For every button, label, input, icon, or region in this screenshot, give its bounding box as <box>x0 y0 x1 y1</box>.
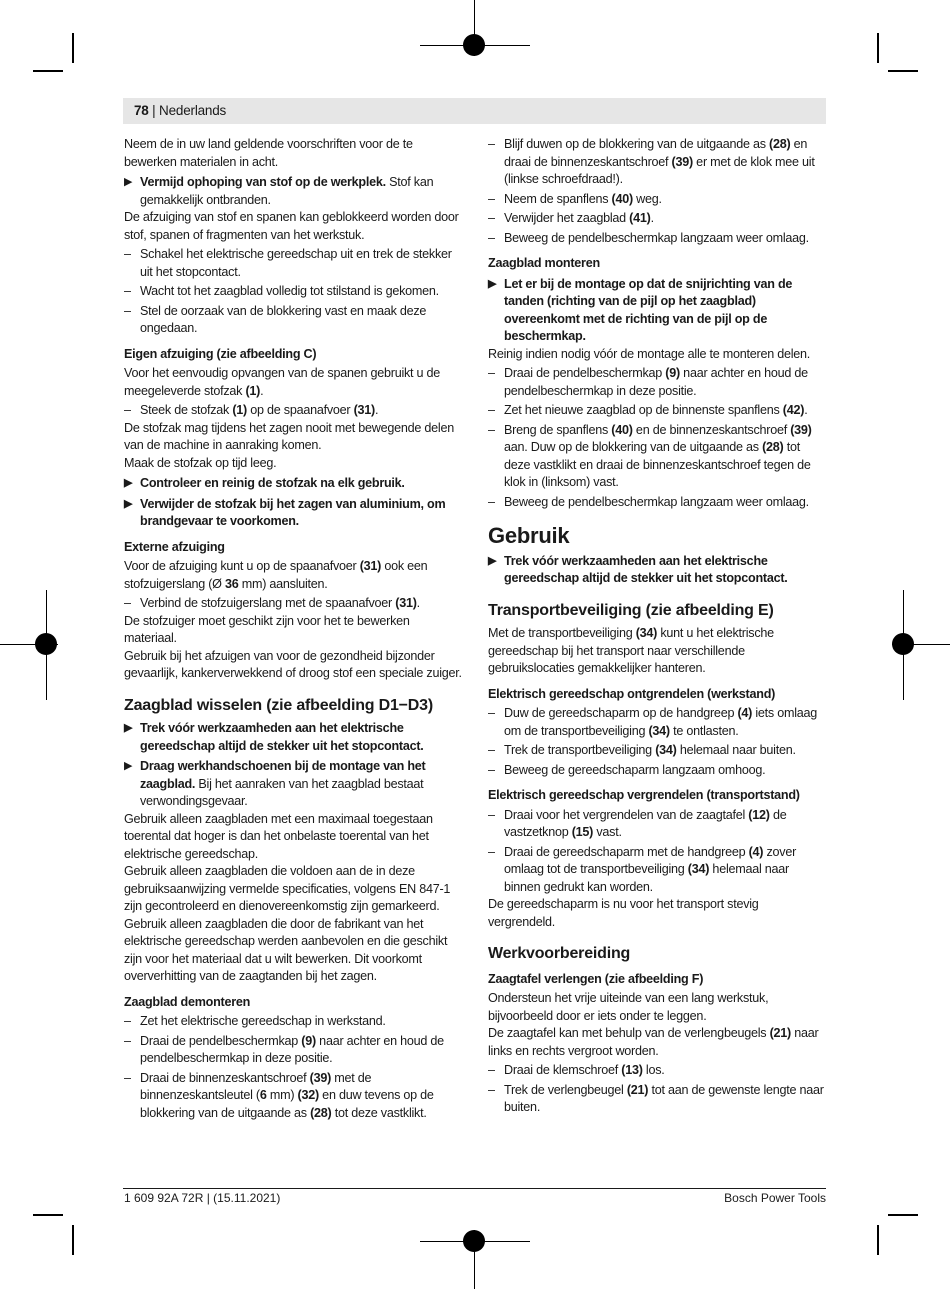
dash-item: – Wacht tot het zaagblad volledig tot stilstand is gekomen. <box>124 283 464 301</box>
warning-item: ▶ Controleer en reinig de stofzak na elk gebruik. <box>124 475 464 493</box>
registration-mark-bottom <box>463 1230 485 1252</box>
crop-mark <box>877 1225 879 1255</box>
paragraph: Voor het eenvoudig opvangen van de spanen gebruikt u de meegeleverde stofzak (1). <box>124 366 441 398</box>
arrow-icon: ▶ <box>488 277 497 290</box>
section-heading: Werkvoorbereiding <box>488 945 631 962</box>
warning-item: ▶ Verwijder de stofzak bij het zagen van aluminium, om brandgevaar te voorkomen. <box>124 496 446 528</box>
dash-item: – Zet het elektrische gereedschap in werkstand. <box>124 1013 464 1031</box>
crop-mark <box>33 1214 63 1216</box>
arrow-icon: ▶ <box>124 477 133 489</box>
section-heading: Transportbeveiliging (zie afbeelding E) <box>488 601 774 619</box>
registration-mark-top <box>463 34 485 56</box>
dash-item: – Beweeg de pendelbeschermkap langzaam weer omlaag. <box>488 230 828 248</box>
footer-doc-ref: 1 609 92A 72R | (15.11.2021) <box>124 1191 281 1205</box>
dash-item: – Verwijder het zaagblad (41). <box>488 210 828 228</box>
crop-mark <box>33 70 63 72</box>
paragraph: Maak de stofzak op tijd leeg. <box>124 455 277 470</box>
crop-mark <box>72 33 74 63</box>
section-heading: Zaagblad wisselen (zie afbeelding D1−D3) <box>124 696 433 714</box>
dash-item: – Beweeg de gereedschaparm langzaam omhoog. <box>488 762 828 780</box>
dash-item: – Blijf duwen op de blokkering van de uitgaande as (28) en draai de binnenzeskantschroef (39) er met de klok mee uit (linkse schroefdraad!). <box>488 136 828 189</box>
dash-item: – Draai de klemschroef (13) los. <box>488 1062 828 1080</box>
page-language: Nederlands <box>159 103 227 118</box>
section-heading: Elektrisch gereedschap vergrendelen (transportstand) <box>488 788 800 802</box>
section-heading: Zaagblad monteren <box>488 256 600 270</box>
paragraph: Neem de in uw land geldende voorschriften voor de te bewerken materialen in acht. <box>124 137 413 169</box>
dash-item: – Steek de stofzak (1) op de spaanafvoer (31). <box>124 402 464 420</box>
dash-item: – Stel de oorzaak van de blokkering vast en maak deze ongedaan. <box>124 303 464 338</box>
section-heading: Eigen afzuiging (zie afbeelding C) <box>124 346 317 361</box>
page-header <box>123 98 826 124</box>
registration-mark-right <box>892 633 914 655</box>
crop-mark <box>72 1225 74 1255</box>
warning-item: ▶ Let er bij de montage op dat de snijrichting van de tanden (richting van de pijl op het zaagblad) overeenkomt met de richting van de pijl op de beschermkap. <box>488 276 793 343</box>
section-heading: Externe afzuiging <box>124 539 225 554</box>
chapter-heading: Gebruik <box>488 523 570 548</box>
paragraph: De stofzak mag tijdens het zagen nooit met bewegende delen van de machine in aanraking komen. <box>124 420 454 452</box>
paragraph: Gebruik alleen zaagbladen die door de fabrikant van het elektrische gereedschap werden aanbevolen en die geschikt zijn voor het materiaal dat u wilt bewerken. Dit voorkomt oververhitting van de zaagtanden bij het zagen. <box>124 916 448 983</box>
dash-item: – Neem de spanflens (40) weg. <box>488 191 828 209</box>
paragraph: De gereedschaparm is nu voor het transport stevig vergrendeld. <box>488 897 759 929</box>
paragraph: Ondersteun het vrije uiteinde van een lang werkstuk, bijvoorbeeld door er iets onder te leggen. <box>488 991 769 1023</box>
warning-item: ▶ Vermijd ophoping van stof op de werkplek. Stof kan gemakkelijk ontbranden. <box>124 175 434 207</box>
section-heading: Zaagblad demonteren <box>124 994 251 1009</box>
crop-mark <box>877 33 879 63</box>
dash-item: – Breng de spanflens (40) en de binnenzeskantschroef (39) aan. Duw op de blokkering van de uitgaande as (28) tot deze vastklikt en draai de binnenzeskantschroef tegen de klok in (linksom) vast. <box>488 422 828 492</box>
arrow-icon: ▶ <box>124 722 133 734</box>
arrow-icon: ▶ <box>124 760 133 772</box>
dash-item: – Draai de gereedschaparm met de handgreep (4) zover omlaag tot de transportbeveiliging (34) helemaal naar binnen gedrukt kan worden. <box>488 844 828 897</box>
dash-item: – Draai voor het vergrendelen van de zaagtafel (12) de vastzetknop (15) vast. <box>488 807 828 842</box>
registration-mark-left <box>35 633 57 655</box>
warning-item: ▶ Trek vóór werkzaamheden aan het elektrische gereedschap altijd de stekker uit het stopcontact. <box>124 721 424 753</box>
paragraph: Reinig indien nodig vóór de montage alle te monteren delen. <box>488 346 811 361</box>
paragraph: Voor de afzuiging kunt u op de spaanafvoer (31) ook een stofzuigerslang (Ø 36 mm) aansluiten. <box>124 559 428 591</box>
dash-item: – Draai de pendelbeschermkap (9) naar achter en houd de pendelbeschermkap in deze positie. <box>124 1033 464 1068</box>
dash-item: – Beweeg de pendelbeschermkap langzaam weer omlaag. <box>488 494 828 512</box>
paragraph: Gebruik bij het afzuigen van voor de gezondheid bijzonder gevaarlijk, kankerverwekkend of droog stof een speciale zuiger. <box>124 648 462 680</box>
dash-item: – Verbind de stofzuigerslang met de spaanafvoer (31). <box>124 595 464 613</box>
page-header-text: 78 | Nederlands <box>134 103 227 118</box>
right-column <box>488 136 828 1117</box>
paragraph: Met de transportbeveiliging (34) kunt u het elektrische gereedschap bij het transport naar verschillende gebruikslocaties gemakkelijker hanteren. <box>488 626 774 675</box>
footer-brand: Bosch Power Tools <box>724 1191 826 1205</box>
dash-item: – Trek de verlengbeugel (21) tot aan de gewenste lengte naar buiten. <box>488 1082 828 1117</box>
footer-rule <box>123 1188 826 1189</box>
arrow-icon: ▶ <box>124 497 133 510</box>
paragraph: De stofzuiger moet geschikt zijn voor het te bewerken materiaal. <box>124 613 410 645</box>
paragraph: Gebruik alleen zaagbladen met een maximaal toegestaan toerental dat hoger is dan het onbelaste toerental van het elektrische gereedschap. <box>124 811 433 861</box>
section-heading: Zaagtafel verlengen (zie afbeelding F) <box>488 971 704 986</box>
paragraph: De zaagtafel kan met behulp van de verlengbeugels (21) naar links en rechts vergroot worden. <box>488 1026 819 1058</box>
left-column <box>124 136 464 1122</box>
dash-item: – Duw de gereedschaparm op de handgreep (4) iets omlaag om de transportbeveiliging (34) te ontlasten. <box>488 705 828 740</box>
arrow-icon: ▶ <box>124 176 133 188</box>
paragraph: De afzuiging van stof en spanen kan geblokkeerd worden door stof, spanen of fragmenten van het werkstuk. <box>124 210 459 242</box>
page-number: 78 <box>134 103 149 118</box>
dash-item: – Trek de transportbeveiliging (34) helemaal naar buiten. <box>488 742 828 760</box>
dash-item: – Zet het nieuwe zaagblad op de binnenste spanflens (42). <box>488 402 828 420</box>
crop-mark <box>888 1214 918 1216</box>
dash-item: – Schakel het elektrische gereedschap uit en trek de stekker uit het stopcontact. <box>124 246 464 281</box>
warning-item: ▶ Draag werkhandschoenen bij de montage van het zaagblad. Bij het aanraken van het zaagblad bestaat verwondingsgevaar. <box>124 759 426 808</box>
arrow-icon: ▶ <box>488 554 497 567</box>
paragraph: Gebruik alleen zaagbladen die voldoen aan de in deze gebruiksaanwijzing vermelde specificaties, volgens EN 847-1 zijn gecontroleerd en dienovereenkomstig zijn gemarkeerd. <box>124 864 451 913</box>
dash-item: – Draai de binnenzeskantschroef (39) met de binnenzeskantsleutel (6 mm) (32) en duw tevens op de blokkering van de uitgaande as (28) tot deze vastklikt. <box>124 1070 464 1123</box>
section-heading: Elektrisch gereedschap ontgrendelen (werkstand) <box>488 686 776 701</box>
warning-item: ▶ Trek vóór werkzaamheden aan het elektrische gereedschap altijd de stekker uit het stopcontact. <box>488 553 788 585</box>
dash-item: – Draai de pendelbeschermkap (9) naar achter en houd de pendelbeschermkap in deze positie. <box>488 365 828 400</box>
crop-mark <box>888 70 918 72</box>
